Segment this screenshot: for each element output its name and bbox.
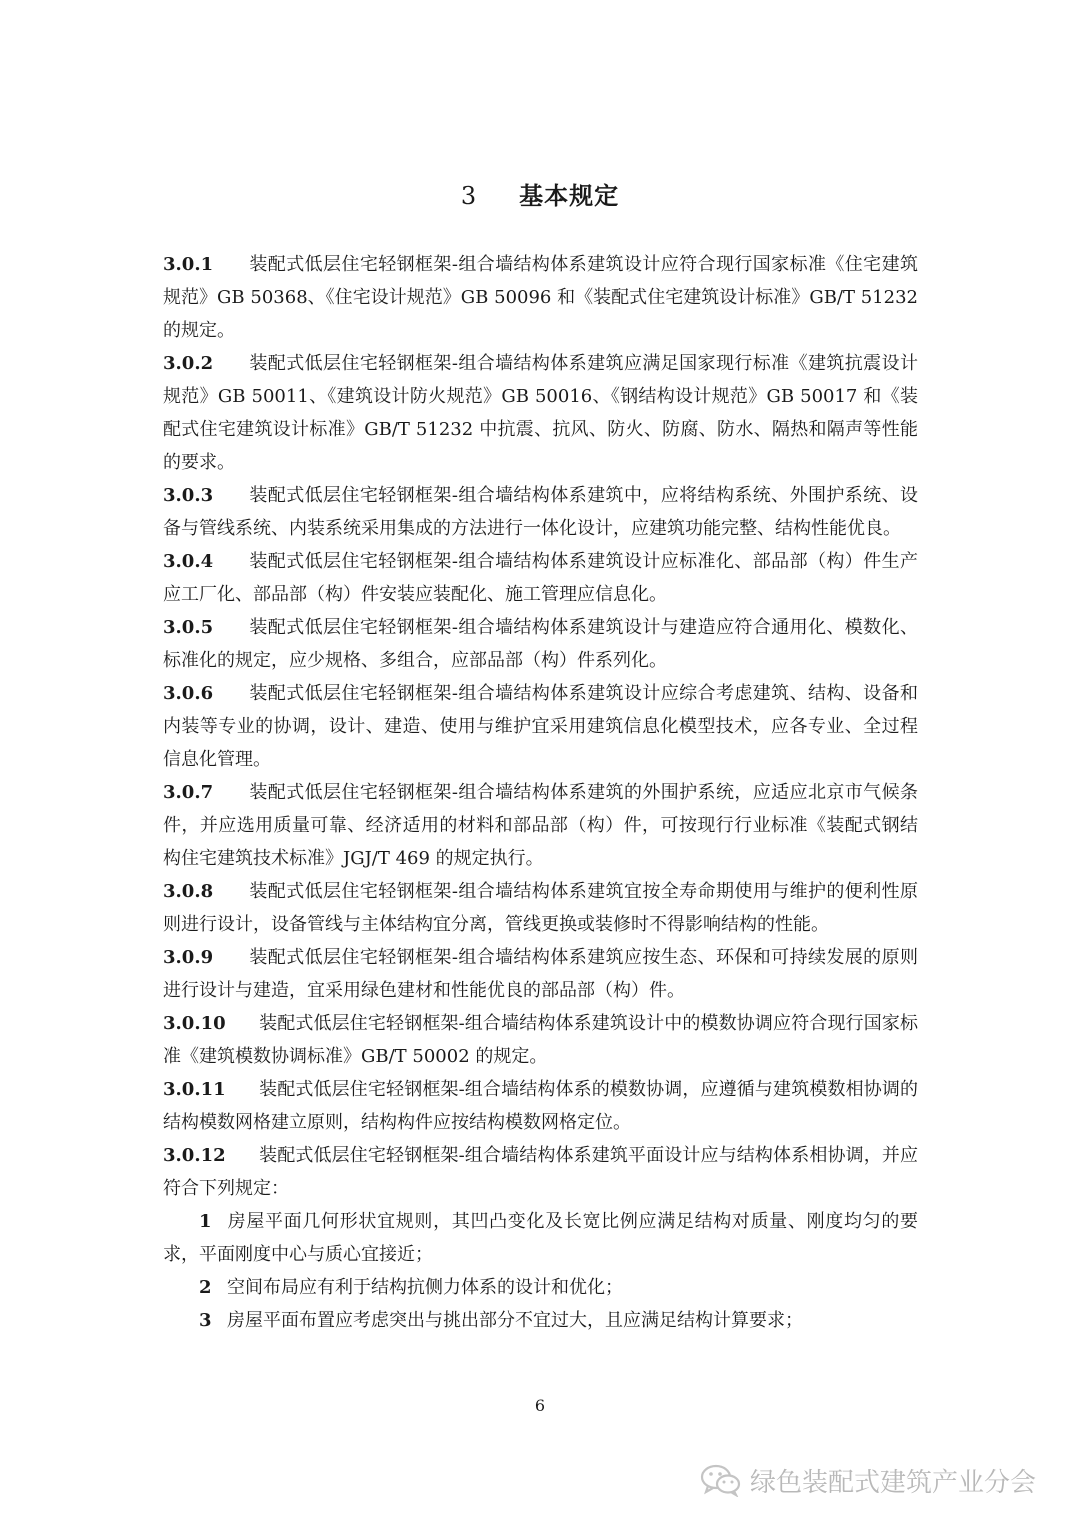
clause-3-0-5 bbox=[163, 611, 918, 677]
sub-item-3 bbox=[163, 1304, 918, 1337]
clause-number: 3.0.11 bbox=[163, 1079, 226, 1100]
sub-item-text: 房屋平面几何形状宜规则，其凹凸变化及长宽比例应满足结构对质量、刚度均匀的要求，平面刚度中心与质心宜接近； bbox=[163, 1211, 918, 1265]
sub-item-1 bbox=[163, 1205, 918, 1271]
clause-text: 装配式低层住宅轻钢框架-组合墙结构体系建筑应满足国家现行标准《建筑抗震设计规范》GB 50011、《建筑设计防火规范》GB 50016、《钢结构设计规范》GB 50017 和《装配式住宅建筑设计标准》GB/T 51232 中抗震、抗风、防火、防腐、防水、隔热和隔声等性能的要求。 bbox=[163, 353, 918, 473]
clause-3-0-8 bbox=[163, 875, 918, 941]
clause-number: 3.0.8 bbox=[163, 881, 214, 902]
clause-text: 装配式低层住宅轻钢框架-组合墙结构体系的模数协调，应遵循与建筑模数相协调的结构模数网格建立原则，结构构件应按结构模数网格定位。 bbox=[163, 1079, 918, 1133]
clause-3-0-6 bbox=[163, 677, 918, 776]
sub-item-number: 3 bbox=[199, 1310, 212, 1331]
watermark bbox=[700, 1460, 1060, 1500]
clause-number: 3.0.7 bbox=[163, 782, 214, 803]
wechat-icon bbox=[700, 1463, 742, 1497]
chapter-number: 3 bbox=[460, 182, 478, 210]
clause-text: 装配式低层住宅轻钢框架-组合墙结构体系建筑设计与建造应符合通用化、模数化、标准化的规定，应少规格、多组合，应部品部（构）件系列化。 bbox=[163, 617, 918, 671]
sub-item-text: 房屋平面布置应考虑突出与挑出部分不宜过大，且应满足结构计算要求； bbox=[227, 1310, 803, 1331]
watermark-text: 绿色装配式建筑产业分会 bbox=[750, 1467, 1037, 1498]
clause-text: 装配式低层住宅轻钢框架-组合墙结构体系建筑中，应将结构系统、外围护系统、设备与管线系统、内装系统采用集成的方法进行一体化设计，应建筑功能完整、结构性能优良。 bbox=[163, 485, 918, 539]
clause-number: 3.0.5 bbox=[163, 617, 214, 638]
clause-number: 3.0.10 bbox=[163, 1013, 226, 1034]
chapter-title bbox=[0, 176, 1080, 211]
clause-text: 装配式低层住宅轻钢框架-组合墙结构体系建筑设计中的模数协调应符合现行国家标准《建筑模数协调标准》GB/T 50002 的规定。 bbox=[163, 1013, 918, 1067]
clause-list bbox=[163, 248, 918, 1337]
clause-3-0-7 bbox=[163, 776, 918, 875]
clause-3-0-9 bbox=[163, 941, 918, 1007]
clause-3-0-10 bbox=[163, 1007, 918, 1073]
clause-number: 3.0.1 bbox=[163, 254, 214, 275]
clause-3-0-1 bbox=[163, 248, 918, 347]
sub-item-2 bbox=[163, 1271, 918, 1304]
sub-item-number: 1 bbox=[199, 1211, 212, 1232]
clause-3-0-3 bbox=[163, 479, 918, 545]
clause-3-0-11 bbox=[163, 1073, 918, 1139]
clause-number: 3.0.2 bbox=[163, 353, 214, 374]
sub-item-text: 空间布局应有利于结构抗侧力体系的设计和优化； bbox=[227, 1277, 623, 1298]
clause-number: 3.0.9 bbox=[163, 947, 214, 968]
clause-text: 装配式低层住宅轻钢框架-组合墙结构体系建筑平面设计应与结构体系相协调，并应符合下列规定： bbox=[163, 1145, 918, 1199]
clause-number: 3.0.4 bbox=[163, 551, 214, 572]
clause-text: 装配式低层住宅轻钢框架-组合墙结构体系建筑设计应综合考虑建筑、结构、设备和内装等专业的协调，设计、建造、使用与维护宜采用建筑信息化模型技术，应各专业、全过程信息化管理。 bbox=[163, 683, 918, 770]
clause-3-0-2 bbox=[163, 347, 918, 479]
clause-text: 装配式低层住宅轻钢框架-组合墙结构体系建筑的外围护系统，应适应北京市气候条件，并应选用质量可靠、经济适用的材料和部品部（构）件，可按现行行业标准《装配式钢结构住宅建筑技术标准》JGJ/T 469 的规定执行。 bbox=[163, 782, 918, 869]
clause-text: 装配式低层住宅轻钢框架-组合墙结构体系建筑宜按全寿命期使用与维护的便利性原则进行设计，设备管线与主体结构宜分离，管线更换或装修时不得影响结构的性能。 bbox=[163, 881, 918, 935]
chapter-title-text: 基本规定 bbox=[519, 181, 620, 210]
clause-3-0-4 bbox=[163, 545, 918, 611]
clause-3-0-12 bbox=[163, 1139, 918, 1205]
clause-text: 装配式低层住宅轻钢框架-组合墙结构体系建筑设计应符合现行国家标准《住宅建筑规范》GB 50368、《住宅设计规范》GB 50096 和《装配式住宅建筑设计标准》GB/T 51232 的规定。 bbox=[163, 254, 918, 341]
clause-number: 3.0.6 bbox=[163, 683, 214, 704]
clause-number: 3.0.12 bbox=[163, 1145, 226, 1166]
clause-text: 装配式低层住宅轻钢框架-组合墙结构体系建筑设计应标准化、部品部（构）件生产应工厂化、部品部（构）件安装应装配化、施工管理应信息化。 bbox=[163, 551, 918, 605]
sub-item-number: 2 bbox=[199, 1277, 212, 1298]
clause-number: 3.0.3 bbox=[163, 485, 214, 506]
page-number: 6 bbox=[534, 1396, 546, 1415]
clause-text: 装配式低层住宅轻钢框架-组合墙结构体系建筑应按生态、环保和可持续发展的原则进行设计与建造，宜采用绿色建材和性能优良的部品部（构）件。 bbox=[163, 947, 918, 1001]
